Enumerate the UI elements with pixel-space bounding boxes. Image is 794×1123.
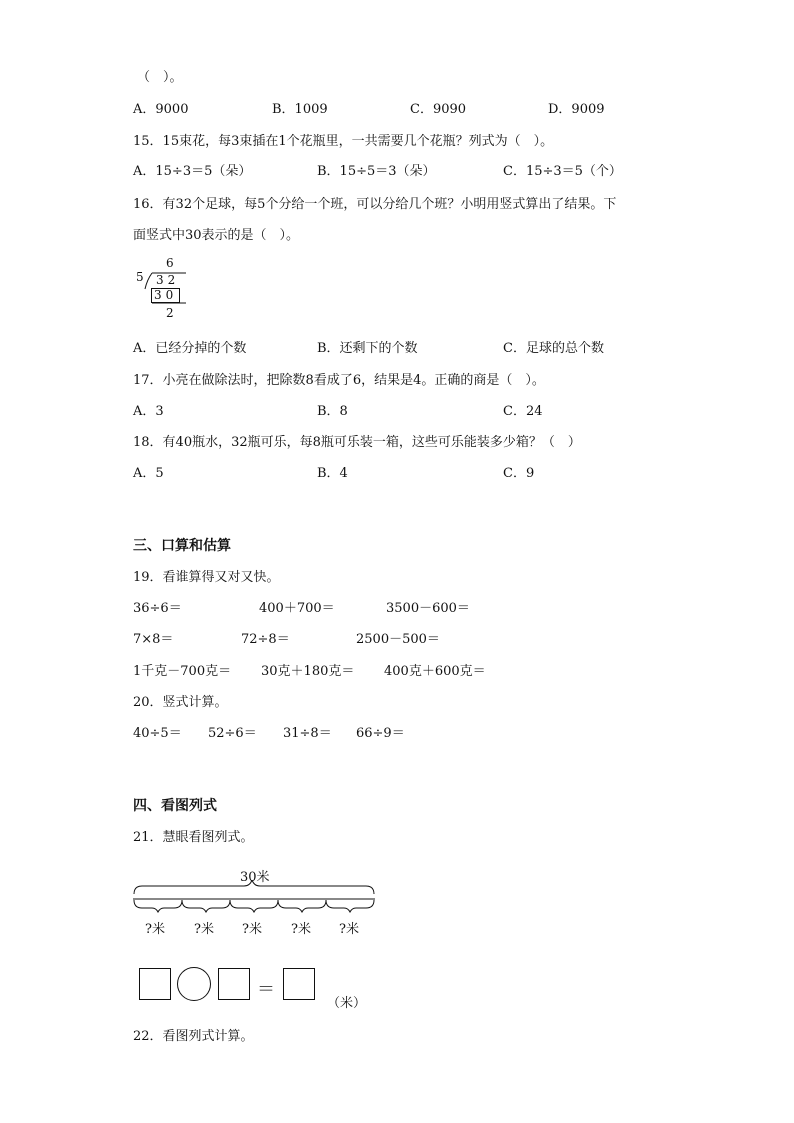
calc-item: 72÷8＝ (241, 632, 290, 647)
segment-label: ?米 (339, 922, 359, 937)
total-length-label: 30米 (240, 870, 270, 885)
calc-item: 3500－600＝ (386, 601, 470, 616)
result-box[interactable] (283, 968, 315, 1000)
calc-item: 7×8＝ (133, 632, 174, 647)
q15-stem: 15．15束花，每3束插在1个花瓶里，一共需要几个花瓶？列式为（ ）。 (133, 134, 554, 149)
q15-option-c: C．15÷3＝5（个） (503, 164, 622, 179)
q16-stem-line1: 16．有32个足球，每5个分给一个班，可以分给几个班？小明用竖式算出了结果。下 (133, 197, 617, 212)
segment-label: ?米 (194, 922, 214, 937)
segment-brace-diagram (128, 880, 380, 920)
q15-option-a: A．15÷3＝5（朵） (133, 164, 252, 179)
q14-option-d: D．9009 (548, 102, 605, 117)
unit-label: （米） (327, 996, 367, 1011)
q18-option-c: C．9 (503, 466, 535, 481)
q17-option-a: A．3 (133, 404, 164, 419)
q18-stem: 18．有40瓶水，32瓶可乐，每8瓶可乐装一箱，这些可乐能装多少箱？（ ） (133, 435, 581, 450)
q14-option-c: C．9090 (410, 102, 467, 117)
equals-sign: ＝ (257, 979, 275, 1000)
vertical-calc-item: 31÷8＝ (283, 726, 332, 741)
operator-circle[interactable] (177, 967, 211, 1001)
calc-item: 2500－500＝ (356, 632, 440, 647)
division-product-boxed: 30 (151, 288, 180, 303)
q17-option-c: C．24 (503, 404, 543, 419)
division-dividend: 32 (156, 273, 180, 287)
q14-option-a: A．9000 (133, 102, 189, 117)
q14-blank: （ ）。 (137, 70, 183, 85)
calc-item: 400＋700＝ (259, 601, 335, 616)
q17-stem: 17．小亮在做除法时，把除数8看成了6，结果是4。正确的商是（ ）。 (133, 373, 545, 388)
long-division-figure (136, 256, 196, 322)
top-brace (134, 880, 374, 894)
division-divisor: 5 (136, 270, 144, 284)
segment-label: ?米 (242, 922, 262, 937)
calc-item: 30克＋180克＝ (261, 664, 355, 679)
q22-stem: 22．看图列式计算。 (133, 1029, 254, 1044)
q19-stem: 19．看谁算得又对又快。 (133, 570, 280, 585)
q16-option-a: A．已经分掉的个数 (133, 341, 247, 356)
q14-option-b: B．1009 (272, 102, 328, 117)
answer-box[interactable] (218, 968, 250, 1000)
q16-stem-line2: 面竖式中30表示的是（ ）。 (133, 228, 300, 243)
calc-item: 1千克－700克＝ (133, 664, 232, 679)
division-remainder: 2 (166, 306, 174, 320)
vertical-calc-item: 52÷6＝ (208, 726, 257, 741)
segment-label: ?米 (145, 922, 165, 937)
q17-option-b: B．8 (317, 404, 348, 419)
vertical-calc-item: 40÷5＝ (133, 726, 182, 741)
q16-option-b: B．还剩下的个数 (317, 341, 418, 356)
q21-stem: 21．慧眼看图列式。 (133, 830, 254, 845)
q18-option-b: B．4 (317, 466, 348, 481)
answer-box[interactable] (139, 968, 171, 1000)
q20-stem: 20．竖式计算。 (133, 695, 228, 710)
calc-item: 400克＋600克＝ (384, 664, 486, 679)
q18-option-a: A．5 (133, 466, 164, 481)
division-quotient: 6 (166, 256, 174, 270)
q15-option-b: B．15÷5＝3（朵） (317, 164, 436, 179)
segment-label: ?米 (291, 922, 311, 937)
section-4-title: 四、看图列式 (133, 798, 217, 814)
calc-item: 36÷6＝ (133, 601, 182, 616)
vertical-calc-item: 66÷9＝ (356, 726, 405, 741)
section-3-title: 三、口算和估算 (133, 538, 231, 554)
q16-option-c: C．足球的总个数 (503, 341, 604, 356)
